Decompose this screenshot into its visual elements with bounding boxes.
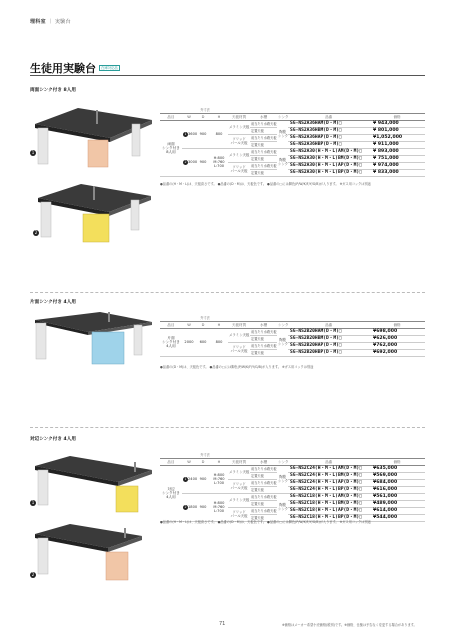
product-price: ¥ 911,000 bbox=[369, 141, 425, 148]
size-number: 1 bbox=[184, 131, 187, 136]
size-d: 900 bbox=[196, 493, 210, 521]
page-number: 71 bbox=[219, 621, 226, 627]
sink-option: 前当たり水路天板 bbox=[251, 466, 277, 471]
col-header: 天板材質 bbox=[228, 113, 250, 120]
table-note: ●品番の(D・M)は、天板色です。 ●品番の□には脚色(P/W/K/F/Y/G/B)が入ります。 ※ガス用コックは別途 bbox=[160, 365, 314, 369]
product-price: ¥1,052,000 bbox=[369, 134, 425, 141]
group-label: 片面 シンク付き 4人用 bbox=[160, 328, 182, 356]
col-header: D bbox=[196, 458, 210, 465]
sink-option: 定置天板 bbox=[250, 500, 277, 507]
product-code: SG-NS2A36HBP(D・M)□ bbox=[288, 141, 369, 148]
top-material: メラミン天板 bbox=[228, 493, 250, 507]
footer-note: ※価格はメーカー希望小売価格(税別)です。※価格、仕様は予告なく変更する場合があります。 bbox=[282, 623, 417, 627]
product-image-double-3600 bbox=[30, 102, 155, 174]
product-image-single-2000 bbox=[30, 308, 155, 368]
product-price: ¥569,000 bbox=[369, 472, 425, 479]
sink-option: 前当たり水路天板 bbox=[251, 121, 277, 126]
col-header: 天板材質 bbox=[228, 458, 250, 465]
price-table-double bbox=[160, 108, 425, 177]
product-code: SG-NS2A36HAM(D・M)□ bbox=[288, 120, 369, 127]
size-h: H:800 M:760 L:700 bbox=[210, 493, 228, 521]
size-number: 2 bbox=[184, 159, 187, 164]
size-w: 12400 bbox=[182, 465, 196, 493]
sink-type: 陶製 シンク bbox=[277, 493, 288, 521]
price-table-single bbox=[160, 316, 425, 357]
product-code: SG-NS2A36HAP(D・M)□ bbox=[288, 134, 369, 141]
product-code: SG-NS2C24(H・M・L)AM(D・M)□ bbox=[288, 465, 369, 472]
title-rule bbox=[30, 75, 425, 76]
product-code: SG-NS2C18(H・M・L)BP(D・M)□ bbox=[288, 514, 369, 521]
sink-option: 定置天板 bbox=[250, 349, 277, 356]
price-table-corner bbox=[160, 453, 425, 522]
col-header: シンク bbox=[278, 322, 289, 327]
size-w: 21800 bbox=[182, 493, 196, 521]
top-material: ソリッド パール天板 bbox=[228, 342, 250, 356]
breadcrumb-category[interactable]: 理科室 bbox=[30, 19, 46, 25]
product-code: SG-NS2A30(H・M・L)AM(D・M)□ bbox=[288, 148, 369, 155]
size-number: 2 bbox=[184, 504, 187, 509]
table-note: ●品番の(H・M・L)は、天板高さです。 ●品番の(D・M)は、天板色です。 ●品番の□には脚色(P/W/K/F/Y/G/B)が入ります。 ※ガス用コックは別途 bbox=[160, 182, 371, 186]
dims-header: 外寸法 bbox=[182, 108, 228, 113]
col-header: H bbox=[210, 321, 228, 328]
sink-option: 定置天板 bbox=[250, 155, 277, 162]
section-heading-double: 両面シンク付き 8人用 bbox=[30, 88, 76, 93]
col-header: シンク bbox=[278, 459, 289, 464]
col-header: 品番 bbox=[288, 458, 369, 465]
product-code: SG-NS2A36HBM(D・M)□ bbox=[288, 127, 369, 134]
product-price: ¥561,000 bbox=[369, 493, 425, 500]
item-number-2: 2 bbox=[34, 230, 38, 235]
col-header: 価格 bbox=[369, 321, 425, 328]
sink-option: 定置天板 bbox=[250, 472, 277, 479]
product-code: SG-NS2A30(H・M・L)BM(D・M)□ bbox=[288, 155, 369, 162]
product-code: SG-NS2A30(H・M・L)BP(D・M)□ bbox=[288, 169, 369, 176]
sink-option: 定置天板 bbox=[250, 169, 277, 176]
section-heading-corner: 対辺シンク付き 4人用 bbox=[30, 437, 76, 442]
sink-option: 前当たり水路天板 bbox=[251, 480, 277, 485]
sink-option: 定置天板 bbox=[250, 127, 277, 134]
size-h: H:800 M:760 L:700 bbox=[210, 465, 228, 493]
product-price: ¥698,000 bbox=[369, 328, 425, 335]
section-heading-single: 片面シンク付き 4人用 bbox=[30, 300, 76, 305]
product-code: SG-NS2B20HAM(D・M)□ bbox=[288, 328, 369, 335]
sink-type: 陶製 シンク bbox=[277, 120, 288, 148]
item-number-2: 2 bbox=[31, 572, 35, 577]
sink-option: 前当たり水路天板 bbox=[251, 343, 277, 348]
section-divider bbox=[30, 292, 425, 293]
product-price: ¥692,000 bbox=[369, 349, 425, 356]
product-code: SG-NS2C24(H・M・L)BM(D・M)□ bbox=[288, 472, 369, 479]
product-code: SG-NS2B20HBM(D・M)□ bbox=[288, 335, 369, 342]
product-code: SG-NS2C18(H・M・L)BM(D・M)□ bbox=[288, 500, 369, 507]
page-title: 生徒用実験台 bbox=[30, 62, 96, 75]
col-header: W bbox=[182, 113, 196, 120]
product-price: ¥762,000 bbox=[369, 342, 425, 349]
col-header: 水槽 bbox=[250, 458, 277, 465]
col-header: 価格 bbox=[369, 113, 425, 120]
col-header: 品番 bbox=[288, 113, 369, 120]
product-code: SG-NS2A30(H・M・L)AP(D・M)□ bbox=[288, 162, 369, 169]
product-price: ¥ 751,000 bbox=[369, 155, 425, 162]
sink-option: 前当たり水路天板 bbox=[251, 508, 277, 513]
product-price: ¥626,000 bbox=[369, 335, 425, 342]
col-header: D bbox=[196, 321, 210, 328]
col-header: H bbox=[210, 113, 228, 120]
item-number-1: 1 bbox=[31, 500, 35, 505]
product-image-double-3000 bbox=[33, 180, 158, 252]
section-divider bbox=[30, 427, 425, 428]
top-material: ソリッド パール天板 bbox=[228, 134, 250, 148]
product-price: ¥614,000 bbox=[369, 507, 425, 514]
col-header: 水槽 bbox=[250, 113, 277, 120]
breadcrumb-current[interactable]: 実験台 bbox=[55, 19, 71, 25]
sink-type: 陶製 シンク bbox=[277, 465, 288, 493]
sink-option: 前当たり水路天板 bbox=[251, 329, 277, 334]
product-code: SG-NS2C24(H・M・L)AP(D・M)□ bbox=[288, 479, 369, 486]
product-code: SG-NS2C24(H・M・L)BP(D・M)□ bbox=[288, 486, 369, 493]
product-code: SG-NS2C18(H・M・L)AM(D・M)□ bbox=[288, 493, 369, 500]
product-price: ¥544,000 bbox=[369, 514, 425, 521]
top-material: メラミン天板 bbox=[228, 328, 250, 342]
size-d: 900 bbox=[196, 465, 210, 493]
product-image-corner-1800 bbox=[30, 520, 155, 584]
sink-option: 定置天板 bbox=[250, 335, 277, 342]
product-price: ¥ 974,000 bbox=[369, 162, 425, 169]
breadcrumb bbox=[30, 18, 71, 25]
product-code: SG-NS2C18(H・M・L)AP(D・M)□ bbox=[288, 507, 369, 514]
top-material: ソリッド パール天板 bbox=[228, 507, 250, 521]
col-header: 品目 bbox=[160, 113, 182, 120]
group-label: 対辺 シンク付き 4人用 bbox=[160, 465, 182, 521]
product-price: ¥ 893,000 bbox=[369, 148, 425, 155]
dims-header: 外寸法 bbox=[182, 453, 228, 458]
product-price: ¥616,000 bbox=[369, 486, 425, 493]
col-header: 価格 bbox=[369, 458, 425, 465]
size-h: H:800 M:760 L:700 bbox=[210, 148, 228, 176]
breadcrumb-separator: ｜ bbox=[45, 19, 55, 25]
sink-option: 前当たり水路天板 bbox=[251, 149, 277, 154]
sink-option: 定置天板 bbox=[250, 141, 277, 148]
group-label: 両面 シンク付き 8人用 bbox=[160, 120, 182, 176]
col-header: D bbox=[196, 113, 210, 120]
product-price: ¥ 833,000 bbox=[369, 169, 425, 176]
product-price: ¥ 943,000 bbox=[369, 120, 425, 127]
size-d: 900 bbox=[196, 120, 210, 148]
top-material: ソリッド パール天板 bbox=[228, 162, 250, 176]
top-material: メラミン天板 bbox=[228, 465, 250, 479]
col-header: 品目 bbox=[160, 321, 182, 328]
sink-option: 前当たり水路天板 bbox=[251, 163, 277, 168]
product-price: ¥684,000 bbox=[369, 479, 425, 486]
product-price: ¥635,000 bbox=[369, 465, 425, 472]
size-d: 900 bbox=[196, 148, 210, 176]
size-d: 600 bbox=[196, 328, 210, 356]
size-w: 13600 bbox=[182, 120, 196, 148]
col-header: 品目 bbox=[160, 458, 182, 465]
item-number-1: 1 bbox=[31, 150, 35, 155]
sink-option: 定置天板 bbox=[250, 486, 277, 493]
col-header: 水槽 bbox=[250, 321, 277, 328]
sink-type: 陶製 シンク bbox=[277, 328, 288, 356]
col-header: シンク bbox=[278, 114, 289, 119]
size-h: 800 bbox=[210, 328, 228, 356]
col-header: 天板材質 bbox=[228, 321, 250, 328]
product-code: SG-NS2B20HAP(D・M)□ bbox=[288, 342, 369, 349]
product-code: SG-NS2B20HBP(D・M)□ bbox=[288, 349, 369, 356]
col-header: 品番 bbox=[288, 321, 369, 328]
sink-option: 前当たり水路天板 bbox=[251, 494, 277, 499]
size-number: 1 bbox=[184, 476, 187, 481]
size-h: 800 bbox=[210, 120, 228, 148]
size-w: 2000 bbox=[182, 328, 196, 356]
table-note: ●品番の(H・M・L)は、天板高さです。 ●品番の(D・M)は、天板色です。 ●品番の□には脚色(P/W/K/F/Y/G/B)が入ります。 ※ガス用コックは別途 bbox=[160, 520, 371, 524]
col-header: H bbox=[210, 458, 228, 465]
product-image-corner-2400 bbox=[30, 452, 155, 516]
stock-tag: 在庫対応品 bbox=[101, 66, 118, 70]
product-price: ¥ 801,000 bbox=[369, 127, 425, 134]
top-material: メラミン天板 bbox=[228, 148, 250, 162]
col-header: W bbox=[182, 458, 196, 465]
sink-option: 前当たり水路天板 bbox=[251, 135, 277, 140]
top-material: ソリッド パール天板 bbox=[228, 479, 250, 493]
product-price: ¥489,000 bbox=[369, 500, 425, 507]
dims-header: 外寸法 bbox=[182, 316, 228, 321]
size-w: 23000 bbox=[182, 148, 196, 176]
sink-type: 陶製 シンク bbox=[277, 148, 288, 176]
sink-option: 定置天板 bbox=[250, 514, 277, 521]
top-material: メラミン天板 bbox=[228, 120, 250, 134]
col-header: W bbox=[182, 321, 196, 328]
